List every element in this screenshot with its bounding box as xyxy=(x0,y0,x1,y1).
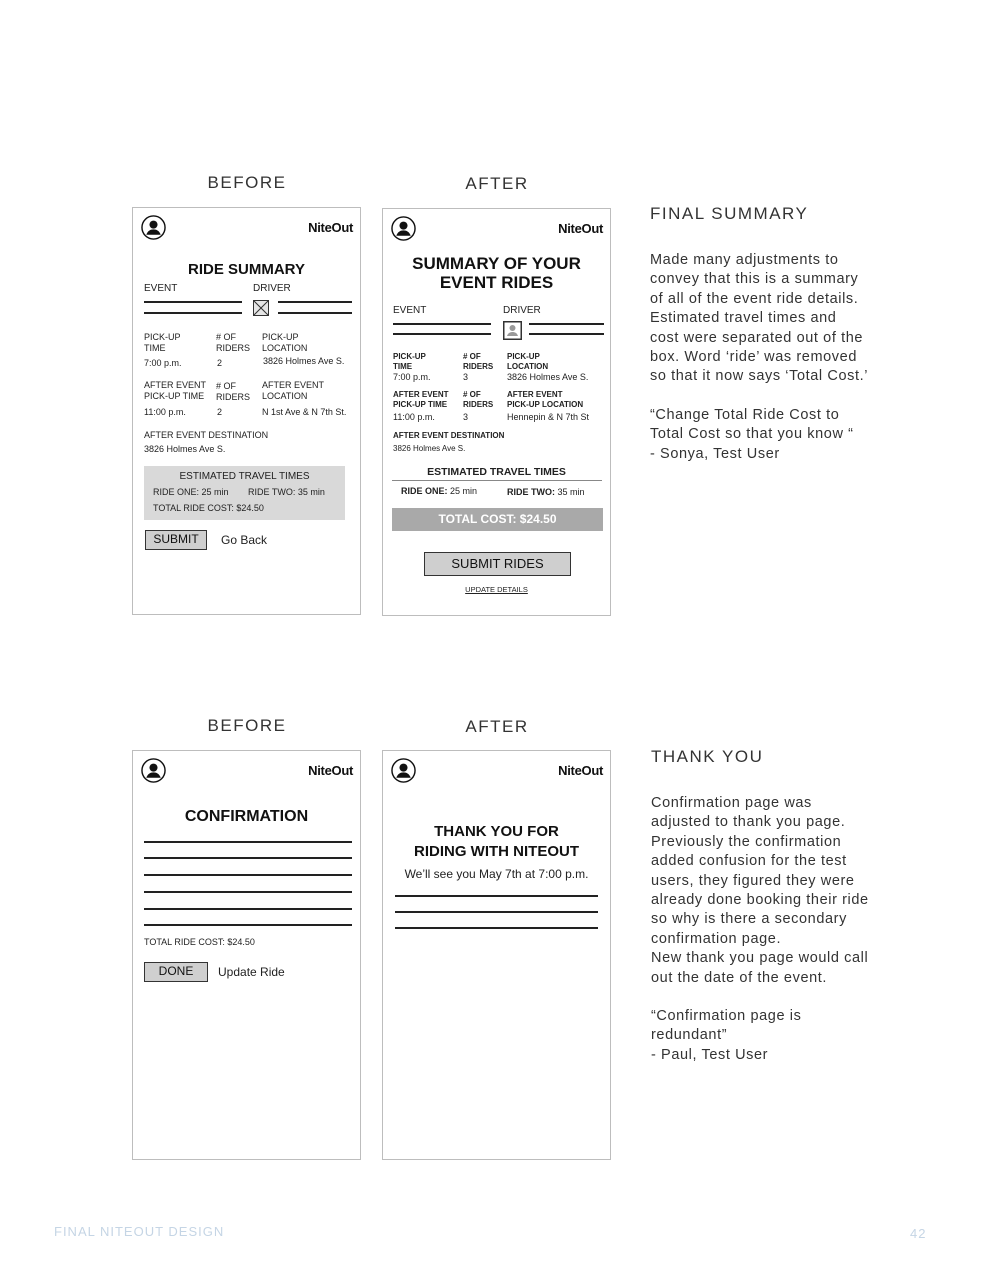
ride-two-time: RIDE TWO: 35 min xyxy=(507,487,585,497)
brand-logo: NiteOut xyxy=(558,221,603,236)
page-title: THANK YOU FOR RIDING WITH NITEOUT xyxy=(414,823,579,860)
content-line xyxy=(144,874,352,876)
ride-summary-before-frame xyxy=(132,207,361,615)
footer-title: FINAL NITEOUT DESIGN xyxy=(54,1224,225,1239)
pickup-time-value: 7:00 p.m. xyxy=(393,372,431,382)
user-avatar-icon[interactable] xyxy=(391,216,416,241)
driver-label: DRIVER xyxy=(503,305,541,316)
after-riders-label: # OF RIDERS xyxy=(216,381,251,402)
driver-line xyxy=(278,312,352,314)
brand-logo: NiteOut xyxy=(558,763,603,778)
total-ride-cost: TOTAL RIDE COST: $24.50 xyxy=(153,503,264,513)
destination-label: AFTER EVENT DESTINATION xyxy=(144,430,269,440)
driver-label: DRIVER xyxy=(253,283,291,294)
total-ride-cost: TOTAL RIDE COST: $24.50 xyxy=(144,937,255,947)
driver-line xyxy=(278,301,352,303)
thank-you-body: Confirmation page was adjusted to thank you page. Previously the confirmation added confusion for the test users, they figured they were already done booking their ride so why is there a secondary confirmation page. New thank you page would call out the date of the event. xyxy=(651,795,869,986)
after-time-value: 11:00 p.m. xyxy=(393,412,435,422)
after-time-label: AFTER EVENT PICK-UP TIME xyxy=(144,380,207,401)
riders-label: # OF RIDERS xyxy=(463,352,494,371)
riders-label: # OF RIDERS xyxy=(216,332,251,353)
before-label-top: BEFORE xyxy=(207,173,287,192)
page-title: CONFIRMATION xyxy=(184,808,309,825)
go-back-link[interactable]: Go Back xyxy=(221,533,268,547)
destination-value: 3826 Holmes Ave S. xyxy=(144,444,226,454)
submit-button[interactable]: SUBMIT xyxy=(145,530,207,550)
after-label-top: AFTER xyxy=(465,174,529,193)
pickup-location-value: 3826 Holmes Ave S. xyxy=(507,372,589,382)
travel-times-title: ESTIMATED TRAVEL TIMES xyxy=(179,471,310,482)
travel-times-box xyxy=(144,466,345,520)
content-line xyxy=(144,891,352,893)
thank-you-quote: “Confirmation page is redundant” - Paul, Test User xyxy=(651,1008,802,1063)
content-line xyxy=(144,841,352,843)
event-label: EVENT xyxy=(393,305,427,316)
pickup-location-label: PICK-UP LOCATION xyxy=(507,352,549,371)
brand-logo: NiteOut xyxy=(308,763,353,778)
content-line xyxy=(144,857,352,859)
event-line xyxy=(144,312,242,314)
thank-you-after-frame xyxy=(382,750,611,1160)
event-line xyxy=(144,301,242,303)
content-line xyxy=(395,911,598,913)
riders-value: 3 xyxy=(463,372,469,382)
driver-line xyxy=(529,333,604,335)
pickup-location-label: PICK-UP LOCATION xyxy=(262,332,308,353)
event-line xyxy=(393,333,491,335)
after-location-label: AFTER EVENT PICK-UP LOCATION xyxy=(507,390,584,409)
travel-times-divider xyxy=(392,480,602,481)
page-number: 42 xyxy=(910,1226,927,1241)
final-summary-quote: “Change Total Ride Cost to Total Cost so that you know “ - Sonya, Test User xyxy=(650,407,854,462)
after-riders-value: 2 xyxy=(217,407,223,417)
update-ride-link[interactable]: Update Ride xyxy=(218,965,285,979)
event-date-message: We’ll see you May 7th at 7:00 p.m. xyxy=(404,867,589,881)
final-summary-body: Made many adjustments to convey that this is a summary of all of the event ride details. Estimated travel times and cost were separated out of the box. Word ‘ride’ was removed so that it now says ‘Total Cost.’ xyxy=(650,252,869,385)
after-riders-label: # OF RIDERS xyxy=(463,390,494,409)
confirmation-before-frame xyxy=(132,750,361,1160)
total-cost-bar: TOTAL COST: $24.50 xyxy=(392,508,603,531)
user-avatar-icon[interactable] xyxy=(141,215,166,240)
content-line xyxy=(395,927,598,929)
pickup-time-value: 7:00 p.m. xyxy=(144,358,182,368)
ride-two-time: RIDE TWO: 35 min xyxy=(248,487,325,497)
driver-photo-placeholder-icon xyxy=(253,300,269,316)
final-summary-title: FINAL SUMMARY xyxy=(650,204,809,223)
after-location-value: Hennepin & N 7th St xyxy=(507,412,590,422)
driver-line xyxy=(529,323,604,325)
after-location-value: N 1st Ave & N 7th St. xyxy=(262,407,347,417)
ride-one-time: RIDE ONE: 25 min xyxy=(401,486,478,496)
done-button[interactable]: DONE xyxy=(144,962,208,982)
after-time-value: 11:00 p.m. xyxy=(144,407,186,417)
user-avatar-icon[interactable] xyxy=(391,758,416,783)
travel-times-title: ESTIMATED TRAVEL TIMES xyxy=(427,466,566,478)
destination-label: AFTER EVENT DESTINATION xyxy=(393,431,505,440)
page-title: SUMMARY OF YOUR EVENT RIDES xyxy=(412,254,581,292)
page-title: RIDE SUMMARY xyxy=(188,261,305,278)
submit-rides-button[interactable]: SUBMIT RIDES xyxy=(424,552,571,576)
pickup-time-label: PICK-UP TIME xyxy=(144,332,181,353)
after-riders-value: 3 xyxy=(463,412,469,422)
event-line xyxy=(393,323,491,325)
pickup-location-value: 3826 Holmes Ave S. xyxy=(263,356,345,366)
event-label: EVENT xyxy=(144,283,178,294)
user-avatar-icon[interactable] xyxy=(141,758,166,783)
after-label-bottom: AFTER xyxy=(465,717,529,736)
destination-value: 3826 Holmes Ave S. xyxy=(393,444,466,453)
update-details-link[interactable]: UPDATE DETAILS xyxy=(465,585,528,594)
content-line xyxy=(395,895,598,897)
before-label-bottom: BEFORE xyxy=(207,716,287,735)
thank-you-title: THANK YOU xyxy=(651,747,764,766)
content-line xyxy=(144,908,352,910)
after-location-label: AFTER EVENT LOCATION xyxy=(262,380,325,401)
ride-summary-after-frame xyxy=(382,208,611,616)
brand-logo: NiteOut xyxy=(308,220,353,235)
after-time-label: AFTER EVENT PICK-UP TIME xyxy=(393,390,449,409)
driver-photo-icon xyxy=(503,321,522,340)
content-line xyxy=(144,924,352,926)
pickup-time-label: PICK-UP TIME xyxy=(393,352,426,371)
riders-value: 2 xyxy=(217,358,223,368)
ride-one-time: RIDE ONE: 25 min xyxy=(153,487,229,497)
